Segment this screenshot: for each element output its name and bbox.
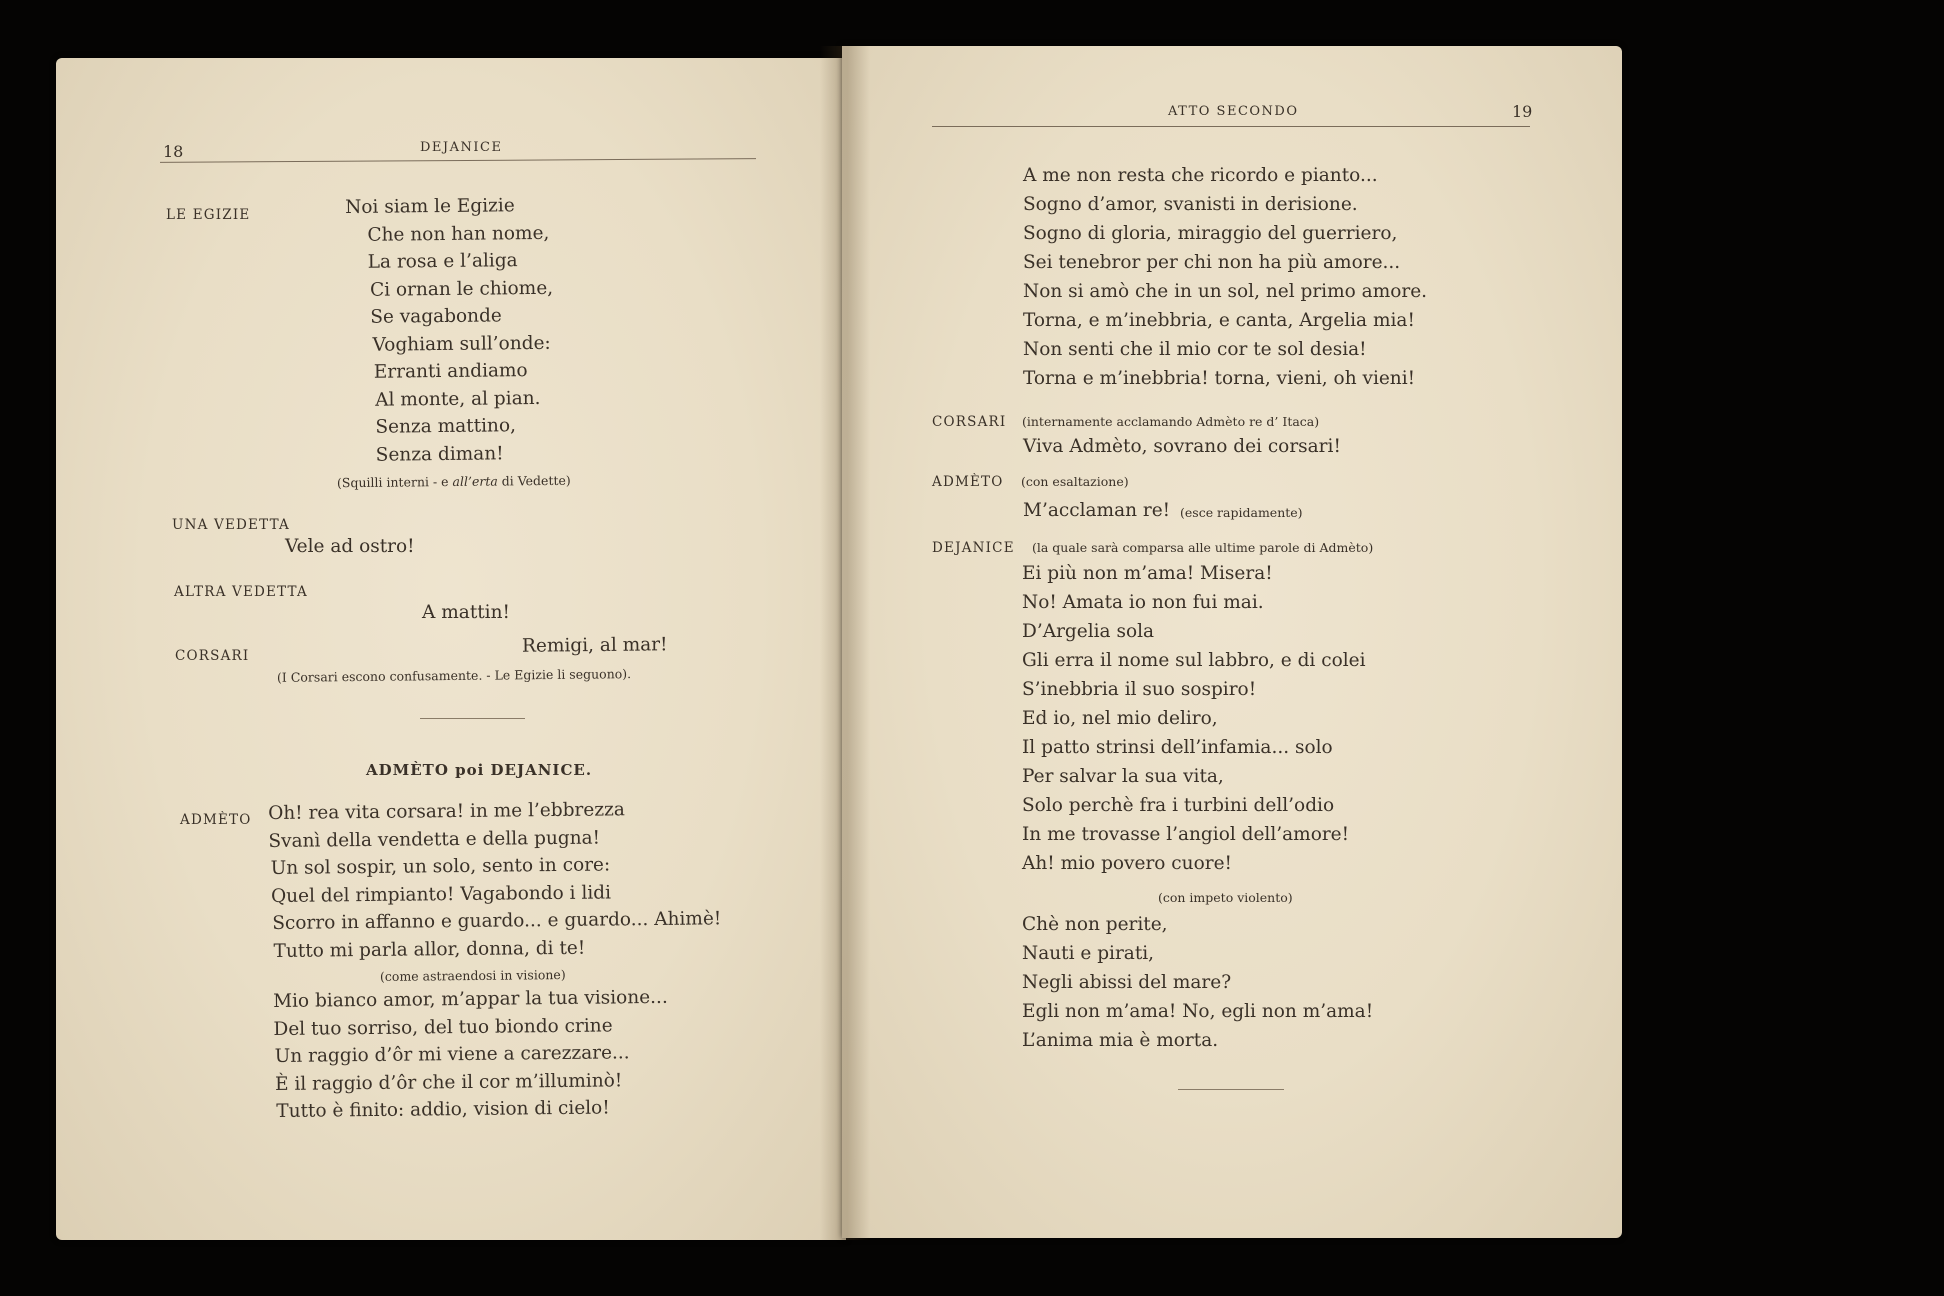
admeto-right-line: M’acclaman re! <box>1023 500 1171 521</box>
verse-line: Senza mattino, <box>375 415 517 438</box>
verse-line: Un raggio d’ôr mi viene a carezzare... <box>274 1042 630 1067</box>
speaker-corsari-right: CORSARI <box>932 414 1007 430</box>
verse-line: Voghiam sull’onde: <box>372 332 551 356</box>
speaker-dejanice: DEJANICE <box>932 540 1015 556</box>
book-gutter <box>820 46 870 1240</box>
verse-line: Al monte, al pian. <box>375 387 541 411</box>
verse-line: Non senti che il mio cor te sol desia! <box>1023 339 1367 360</box>
stage-direction-corsari-escono: (I Corsari escono confusamente. - Le Egizie li seguono). <box>276 666 632 685</box>
stage-direction-esaltazione: (con esaltazione) <box>1021 474 1129 489</box>
dejanice-verse-a <box>1022 559 1366 878</box>
verse-line: Del tuo sorriso, del tuo biondo crine <box>273 1014 613 1040</box>
le-egizie-verse <box>345 192 555 469</box>
stage-direction-comparsa: (la quale sarà comparsa alle ultime parole di Admèto) <box>1032 540 1374 555</box>
verse-line: Torna, e m’inebbria, e canta, Argelia mia! <box>1023 310 1415 331</box>
verse-line: No! Amata io non fui mai. <box>1022 592 1264 613</box>
verse-line: Chè non perite, <box>1022 914 1168 935</box>
una-vedetta-line: Vele ad ostro! <box>285 536 415 557</box>
altra-vedetta-line: A mattin! <box>422 602 510 623</box>
right-running-head: ATTO SECONDO <box>1168 104 1299 119</box>
right-header-rule <box>932 126 1530 127</box>
left-page-number: 18 <box>163 142 184 161</box>
verse-line: La rosa e l’aliga <box>367 250 518 273</box>
verse-line: In me trovasse l’angiol dell’amore! <box>1022 824 1350 845</box>
dejanice-verse-b <box>1022 910 1373 1055</box>
stage-direction-squilli: (Squilli interni - e all’erta di Vedette) <box>336 472 571 491</box>
verse-line: L’anima mia è morta. <box>1022 1030 1219 1051</box>
stage-direction-visione: (come astraendosi in visione) <box>379 967 566 984</box>
verse-line: Nauti e pirati, <box>1022 943 1155 964</box>
admeto-verse-a <box>268 795 722 965</box>
verse-line: Che non han nome, <box>367 222 550 246</box>
verse-line: A me non resta che ricordo e pianto... <box>1023 165 1378 186</box>
verse-line: Ah! mio povero cuore! <box>1022 853 1232 874</box>
section-divider-right <box>1178 1089 1284 1090</box>
right-page-number: 19 <box>1512 102 1533 121</box>
verse-line: Oh! rea vita corsara! in me l’ebbrezza <box>268 799 625 824</box>
verse-line: Egli non m’ama! No, egli non m’ama! <box>1022 1001 1374 1022</box>
verse-line: Ei più non m’ama! Misera! <box>1022 563 1273 584</box>
stage-direction-acclamando: (internamente acclamando Admèto re d’ Itaca) <box>1022 414 1320 429</box>
verse-line: Svanì della vendetta e della pugna! <box>268 827 601 852</box>
verse-line: Tutto è finito: addio, vision di cielo! <box>276 1097 610 1122</box>
verse-line: Il patto strinsi dell’infamia... solo <box>1022 737 1333 758</box>
verse-line: Sei tenebror per chi non ha più amore... <box>1023 252 1401 273</box>
verse-line: Senza diman! <box>375 442 504 466</box>
verse-line: Un sol sospir, un solo, sento in core: <box>270 854 611 879</box>
verse-line: È il raggio d’ôr che il cor m’illuminò! <box>274 1069 623 1095</box>
opening-verse <box>1023 161 1427 393</box>
corsari-right-line: Viva Admèto, sovrano dei corsari! <box>1023 436 1341 457</box>
verse-line: Quel del rimpianto! Vagabondo i lidi <box>270 881 612 907</box>
speaker-una-vedetta: UNA VEDETTA <box>172 517 290 533</box>
verse-line: Erranti andiamo <box>373 360 528 383</box>
speaker-corsari-left: CORSARI <box>175 648 250 664</box>
speaker-admeto-right: ADMÈTO <box>932 474 1004 490</box>
stage-direction-impeto: (con impeto violento) <box>1158 890 1293 905</box>
verse-line: Torna e m’inebbria! torna, vieni, oh vieni! <box>1023 368 1416 389</box>
verse-line: Ed io, nel mio deliro, <box>1022 708 1218 729</box>
speaker-le-egizie: LE EGIZIE <box>166 207 251 223</box>
speaker-admeto-left: ADMÈTO <box>180 812 252 828</box>
verse-line: Noi siam le Egizie <box>345 195 515 218</box>
section-divider-left <box>420 718 525 719</box>
verse-line: Tutto mi parla allor, donna, di te! <box>273 937 586 962</box>
verse-line: Se vagabonde <box>370 305 502 328</box>
admeto-verse-b <box>273 984 669 1126</box>
verse-line: Solo perchè fra i turbini dell’odio <box>1022 795 1335 816</box>
verse-line: Sogno d’amor, svanisti in derisione. <box>1023 194 1358 215</box>
verse-line: Per salvar la sua vita, <box>1022 766 1224 787</box>
verse-line: Mio bianco amor, m’appar la tua visione... <box>273 986 668 1012</box>
corsari-left-line: Remigi, al mar! <box>521 634 668 657</box>
verse-line: Gli erra il nome sul labbro, e di colei <box>1022 650 1366 671</box>
verse-line: Scorro in affanno e guardo... e guardo... Ahimè! <box>272 908 722 934</box>
speaker-altra-vedetta: ALTRA VEDETTA <box>174 584 308 600</box>
verse-line: Non si amò che in un sol, nel primo amore. <box>1023 281 1428 302</box>
scene-title: ADMÈTO poi DEJANICE. <box>366 761 593 779</box>
verse-line: S’inebbria il suo sospiro! <box>1022 679 1257 700</box>
verse-line: D’Argelia sola <box>1022 621 1155 642</box>
left-running-head: DEJANICE <box>420 140 503 155</box>
verse-line: Sogno di gloria, miraggio del guerriero, <box>1023 223 1398 244</box>
verse-line: Negli abissi del mare? <box>1022 972 1232 993</box>
stage-direction-esce: (esce rapidamente) <box>1180 505 1303 520</box>
verse-line: Ci ornan le chiome, <box>369 277 554 301</box>
